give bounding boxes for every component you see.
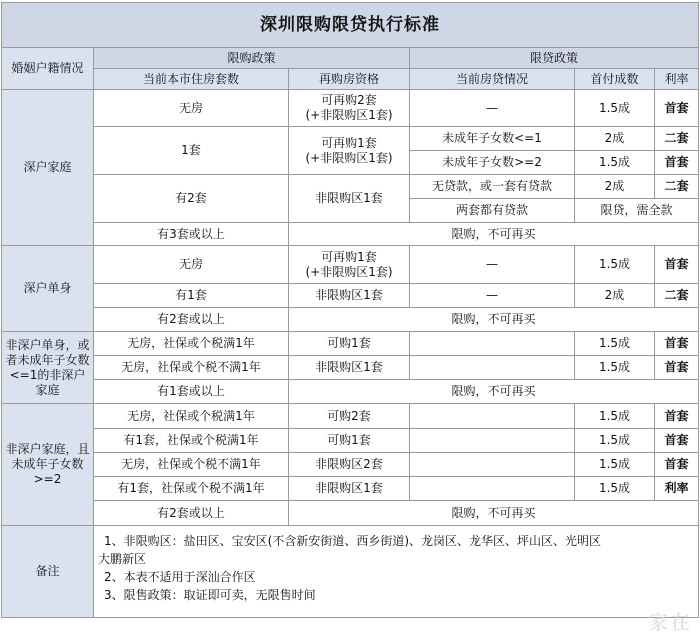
group-nonlocal-family: 非深户家庭，且未成年子女数>=2 — [2, 404, 94, 526]
table-cell: 非限购区1套 — [289, 356, 410, 380]
table-cell: 1套 — [94, 127, 289, 175]
table-cell: 首套 — [655, 332, 699, 356]
purchase-policy-header: 限购政策 — [94, 48, 410, 69]
table-cell: 1.5成 — [575, 356, 655, 380]
table-cell: 可再购2套 (+非限购区1套) — [289, 90, 410, 127]
table-cell: — — [410, 246, 575, 284]
watermark: 家在 — [648, 610, 692, 634]
table-cell: 无房，社保或个税不满1年 — [94, 356, 289, 380]
table-cell: 非限购区1套 — [289, 175, 410, 223]
table-cell: 1.5成 — [575, 453, 655, 477]
group-shenzhen-single: 深户单身 — [2, 246, 94, 332]
table-cell: 有1套 — [94, 284, 289, 308]
table-cell: 有2套或以上 — [94, 308, 289, 332]
table-cell: 二套 — [655, 127, 699, 151]
table-cell: 首套 — [655, 356, 699, 380]
table-cell: 利率 — [655, 477, 699, 501]
down-payment-header: 首付成数 — [575, 69, 655, 90]
table-cell — [410, 356, 575, 380]
table-cell: 限购，不可再买 — [289, 380, 699, 404]
table-cell: 首套 — [655, 90, 699, 127]
table-cell: 限贷，需全款 — [575, 199, 699, 223]
table-cell: — — [410, 90, 575, 127]
table-cell: 非限购区1套 — [289, 477, 410, 501]
table-cell: 1.5成 — [575, 151, 655, 175]
table-cell: 限购，不可再买 — [289, 308, 699, 332]
table-cell: 1.5成 — [575, 477, 655, 501]
table-cell — [410, 332, 575, 356]
note-line: 大鹏新区 — [98, 552, 147, 566]
table-cell — [410, 453, 575, 477]
rate-header: 利率 — [655, 69, 699, 90]
policy-table-wrap — [1, 2, 698, 618]
table-cell: 1.5成 — [575, 90, 655, 127]
table-cell: 2成 — [575, 175, 655, 199]
table-cell: 可购2套 — [289, 404, 410, 429]
table-cell: 2成 — [575, 284, 655, 308]
table-cell: 非限购区1套 — [289, 284, 410, 308]
table-cell: 有1套或以上 — [94, 380, 289, 404]
note-line: 2、本表不适用于深汕合作区 — [104, 570, 256, 584]
table-cell: 无房，社保或个税满1年 — [94, 332, 289, 356]
table-cell: 1.5成 — [575, 404, 655, 429]
table-cell: 可购1套 — [289, 332, 410, 356]
table-cell: 二套 — [655, 175, 699, 199]
table-cell: 可购1套 — [289, 429, 410, 453]
current-homes-header: 当前本市住房套数 — [94, 69, 289, 90]
table-cell: 可再购1套 (+非限购区1套) — [289, 246, 410, 284]
table-cell: — — [410, 284, 575, 308]
group-shenzhen-family: 深户家庭 — [2, 90, 94, 246]
notes-label: 备注 — [2, 526, 94, 618]
table-cell: 首套 — [655, 151, 699, 175]
policy-table — [1, 2, 699, 618]
table-cell: 限购，不可再买 — [289, 223, 699, 246]
table-cell: 2成 — [575, 127, 655, 151]
table-cell: 无贷款，或一套有贷款 — [410, 175, 575, 199]
table-cell: 限购，不可再买 — [289, 501, 699, 526]
table-cell: 二套 — [655, 284, 699, 308]
table-cell: 无房，社保或个税满1年 — [94, 404, 289, 429]
table-cell: 有2套 — [94, 175, 289, 223]
table-cell: 有1套，社保或个税满1年 — [94, 429, 289, 453]
table-cell: 首套 — [655, 453, 699, 477]
table-cell: 有2套或以上 — [94, 501, 289, 526]
table-cell: 无房，社保或个税不满1年 — [94, 453, 289, 477]
table-cell: 首套 — [655, 246, 699, 284]
table-cell: 1.5成 — [575, 332, 655, 356]
table-cell: 有1套，社保或个税不满1年 — [94, 477, 289, 501]
table-cell: 未成年子女数>=2 — [410, 151, 575, 175]
table-cell: 首套 — [655, 429, 699, 453]
hukou-header: 婚姻户籍情况 — [2, 48, 94, 90]
table-cell — [410, 404, 575, 429]
table-cell: 非限购区2套 — [289, 453, 410, 477]
loan-policy-header: 限贷政策 — [410, 48, 699, 69]
repurchase-header: 再购房资格 — [289, 69, 410, 90]
group-nonlocal-single: 非深户单身，或者未成年子女数<=1的非深户家庭 — [2, 332, 94, 404]
table-cell — [410, 429, 575, 453]
note-line: 1、非限购区：盐田区、宝安区(不含新安街道、西乡街道)、龙岗区、龙华区、坪山区、光明区 — [104, 534, 602, 548]
table-cell: 有3套或以上 — [94, 223, 289, 246]
table-cell: 1.5成 — [575, 246, 655, 284]
table-cell: 未成年子女数<=1 — [410, 127, 575, 151]
table-cell: 首套 — [655, 404, 699, 429]
table-title: 深圳限购限贷执行标准 — [2, 3, 699, 48]
table-cell: 可再购1套 (+非限购区1套) — [289, 127, 410, 175]
table-cell — [410, 477, 575, 501]
table-cell: 两套都有贷款 — [410, 199, 575, 223]
table-cell: 无房 — [94, 90, 289, 127]
current-loan-header: 当前房贷情况 — [410, 69, 575, 90]
table-cell: 无房 — [94, 246, 289, 284]
note-line: 3、限售政策：取证即可卖，无限售时间 — [104, 588, 316, 602]
notes-cell — [94, 526, 699, 618]
table-cell: 1.5成 — [575, 429, 655, 453]
